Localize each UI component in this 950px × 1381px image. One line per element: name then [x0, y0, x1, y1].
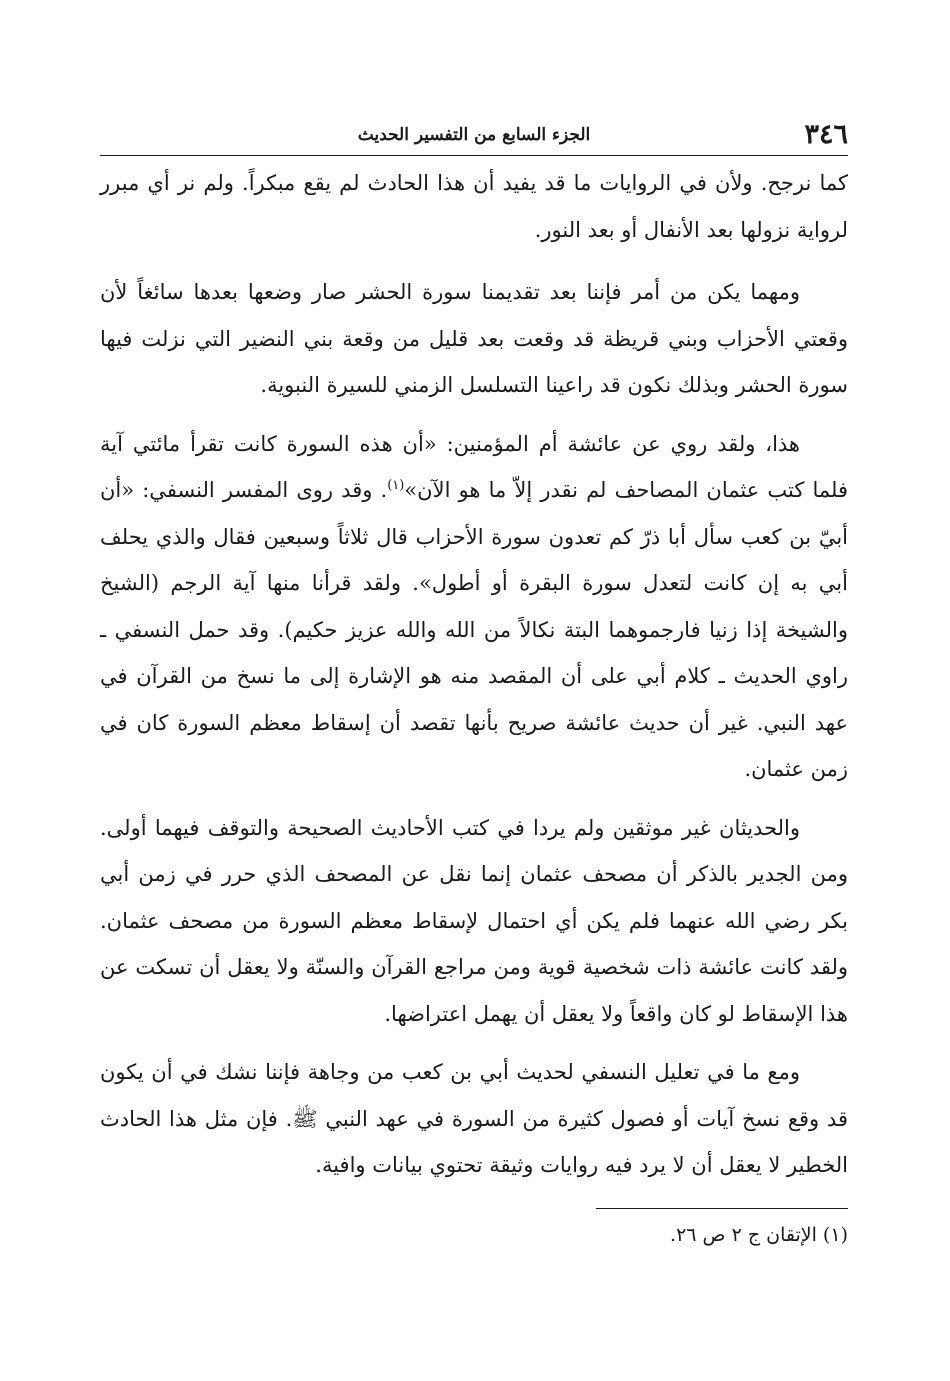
footnote-reference[interactable]: (١) [387, 478, 405, 493]
page-number: ٣٤٦ [804, 119, 848, 150]
running-title: الجزء السابع من التفسير الحديث [357, 125, 591, 145]
footnote: (١) الإتقان ج ٢ ص ٢٦. [670, 1224, 848, 1246]
paragraph-2: ومهما يكن من أمر فإننا بعد تقديمنا سورة الحشر صار وضعها بعدها سائغاً لأن وقعتي الأحزاب وبني قريظة قد وقعت بعد قليل من وقعة بني النضير التي نزلت فيها سورة الحشر وبذلك نكون قد راعينا التسلسل الزمني للسيرة النبوية. [100, 280, 848, 397]
paragraph-1: كما نرجح. ولأن في الروايات ما قد يفيد أن هذا الحادث لم يقع مبكراً. ولم نر أي مبرر لرواية نزولها بعد الأنفال أو بعد النور. [100, 171, 848, 242]
paragraph-3-text-after-ref: . وقد روى المفسر النسفي: «أن أبيّ بن كعب سأل أبا ذرّ كم تعدون سورة الأحزاب قال ثلاثاً وسبعين فقال والذي يحلف أبي به إن كانت لتعدل سورة البقرة أو أطول». ولقد قرأنا منها آية الرجم (الشيخ والشيخة إذا زنيا فارجموهما البتة نكالاً من الله والله عزيز حكيم). وقد حمل النسفي ـ راوي الحديث ـ كلام أبي على أن المقصد منه هو الإشارة إلى ما نسخ من القرآن في عهد النبي. غير أن حديث عائشة صريح بأنها تقصد أن إسقاط معظم السورة كان في زمن عثمان. [100, 478, 848, 781]
footnote-rule [596, 1208, 848, 1209]
body-text [100, 160, 848, 1201]
paragraph-3-text-before-ref: هذا، ولقد روي عن عائشة أم المؤمنين: «أن هذه السورة كانت تقرأ مائتي آية فلما كتب عثمان المصاحف لم نقدر إلاّ ما هو الآن» [100, 431, 848, 502]
paragraph-3 [100, 421, 848, 793]
paragraph-4: والحديثان غير موثقين ولم يردا في كتب الأحاديث الصحيحة والتوقف فيهما أولى. ومن الجدير بالذكر أن مصحف عثمان إنما نقل عن المصحف الذي حرر في زمن أبي بكر رضي الله عنهما فلم يكن أي احتمال لإسقاط معظم السورة من مصحف عثمان. ولقد كانت عائشة ذات شخصية قوية ومن مراجع القرآن والسنّة ولا يعقل أن تسكت عن هذا الإسقاط لو كان واقعاً ولا يعقل أن يهمل اعتراضها. [100, 815, 848, 1026]
header-rule [100, 155, 848, 156]
page-header [100, 118, 848, 154]
paragraph-5: ومع ما في تعليل النسفي لحديث أبي بن كعب من وجاهة فإننا نشك في أن يكون قد وقع نسخ آيات أو فصول كثيرة من السورة في عهد النبي ﷺ. فإن مثل هذا الحادث الخطير لا يعقل أن لا يرد فيه روايات وثيقة تحتوي بيانات وافية. [100, 1060, 848, 1177]
